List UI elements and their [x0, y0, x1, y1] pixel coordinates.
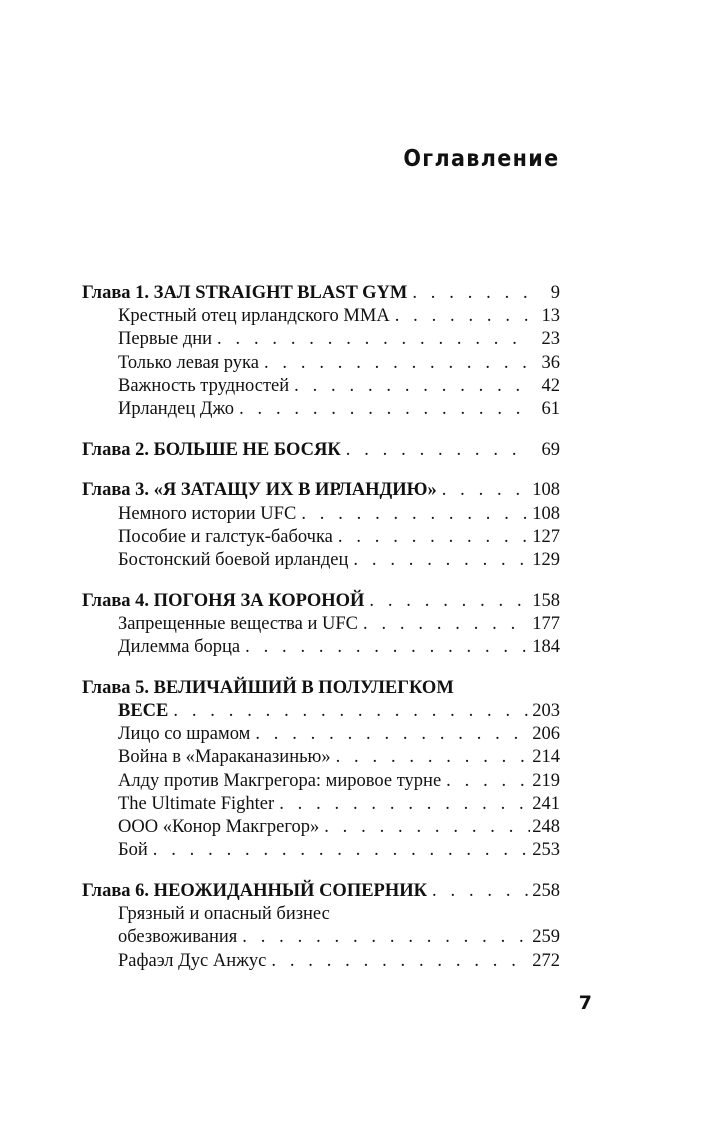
toc-entry[interactable] [82, 636, 560, 659]
dot-leader [348, 549, 530, 572]
chapter-4 [82, 590, 560, 660]
toc-entry[interactable] [82, 700, 560, 723]
chapter-title-continued: ВЕСЕ [118, 701, 169, 722]
dot-leader [250, 723, 530, 746]
page-ref: 248 [532, 817, 560, 838]
toc-entry[interactable] [82, 282, 560, 305]
page-ref: 108 [532, 503, 560, 524]
section-title: Лицо со шрамом [118, 724, 251, 745]
page-ref: 36 [541, 352, 560, 373]
page-ref: 127 [532, 526, 560, 547]
toc-entry[interactable] [82, 793, 560, 816]
toc-entry[interactable] [82, 398, 560, 421]
dot-leader [237, 926, 530, 949]
dot-leader [364, 590, 530, 613]
chapter-title: Глава 6. НЕОЖИДАННЫЙ СОПЕРНИК [82, 880, 428, 901]
dot-leader [168, 700, 530, 723]
chapter-6 [82, 880, 560, 973]
toc-entry[interactable] [82, 305, 560, 328]
page-ref: 158 [532, 590, 560, 611]
section-title: Крестный отец ирландского ММА [118, 306, 390, 327]
chapter-2 [82, 439, 560, 462]
toc-entry[interactable] [82, 770, 560, 793]
section-title: Пособие и галстук-бабочка [118, 526, 333, 547]
page-ref: 23 [541, 329, 560, 350]
section-title: Только левая рука [118, 352, 259, 373]
section-title: Бой [118, 840, 148, 861]
dot-leader [274, 793, 530, 816]
page-ref: 259 [532, 927, 560, 948]
page-ref: 42 [541, 375, 560, 396]
section-title: Алду против Макгрегора: мировое турне [118, 770, 442, 791]
dot-leader [234, 398, 530, 421]
chapter-title: Глава 4. ПОГОНЯ ЗА КОРОНОЙ [82, 590, 365, 611]
section-title: Рафаэл Дус Анжус [118, 950, 267, 971]
section-title: Бостонский боевой ирландец [118, 550, 349, 571]
section-title: Запрещенные вещества и UFC [118, 613, 359, 634]
section-title: Ирландец Джо [118, 399, 235, 420]
chapter-title: Глава 1. ЗАЛ STRAIGHT BLAST GYM [82, 283, 408, 303]
page-title: Оглавление [403, 146, 560, 172]
chapter-1 [82, 282, 560, 421]
toc-entry[interactable] [82, 723, 560, 746]
page-ref: 206 [532, 724, 560, 745]
dot-leader [289, 375, 530, 398]
chapter-3 [82, 479, 560, 572]
toc-entry[interactable] [82, 479, 560, 502]
chapter-title[interactable]: Глава 5. ВЕЛИЧАЙШИЙ В ПОЛУЛЕГКОМ [82, 677, 454, 698]
dot-leader [333, 526, 530, 549]
section-title[interactable]: Грязный и опасный бизнес [118, 904, 330, 925]
page-ref: 177 [532, 613, 560, 634]
section-title: The Ultimate Fighter [118, 793, 275, 814]
dot-leader [427, 880, 530, 903]
section-title-continued: обезвоживания [118, 927, 238, 948]
page-ref: 258 [532, 880, 560, 901]
page-ref: 13 [541, 306, 560, 327]
section-title: Дилемма борца [118, 637, 241, 658]
section-title: ООО «Конор Макгрегор» [118, 817, 320, 838]
page-ref: 253 [532, 840, 560, 861]
dot-leader [240, 636, 530, 659]
dot-leader [341, 439, 530, 462]
page-ref: 108 [532, 480, 560, 501]
page-ref: 9 [550, 283, 560, 303]
toc-entry[interactable] [82, 816, 560, 839]
section-title: Первые дни [118, 329, 213, 350]
toc-entry[interactable] [82, 549, 560, 572]
toc-entry[interactable] [82, 526, 560, 549]
section-title: Война в «Мараканазинью» [118, 747, 331, 768]
table-of-contents [82, 282, 560, 990]
dot-leader [407, 282, 530, 305]
dot-leader [148, 839, 530, 862]
page-ref: 203 [532, 701, 560, 722]
page-number: 7 [578, 992, 592, 1014]
toc-entry[interactable] [82, 839, 560, 862]
chapter-title: Глава 2. БОЛЬШЕ НЕ БОСЯК [82, 439, 341, 460]
dot-leader [266, 950, 530, 973]
dot-leader [441, 770, 530, 793]
dot-leader [437, 479, 530, 502]
page-ref: 219 [532, 770, 560, 791]
toc-entry[interactable] [82, 613, 560, 636]
page-ref: 129 [532, 550, 560, 571]
page-ref: 214 [532, 747, 560, 768]
dot-leader [319, 816, 530, 839]
toc-entry[interactable] [82, 746, 560, 769]
section-title: Важность трудностей [118, 375, 290, 396]
dot-leader [331, 746, 530, 769]
dot-leader [296, 503, 530, 526]
page-ref: 184 [532, 637, 560, 658]
toc-entry[interactable] [82, 880, 560, 903]
dot-leader [390, 305, 530, 328]
toc-entry[interactable] [82, 375, 560, 398]
toc-entry[interactable] [82, 950, 560, 973]
section-title: Немного истории UFC [118, 503, 297, 524]
toc-entry[interactable] [82, 328, 560, 351]
page-ref: 61 [541, 399, 560, 420]
toc-entry[interactable] [82, 439, 560, 462]
dot-leader [259, 352, 530, 375]
toc-entry[interactable] [82, 352, 560, 375]
dot-leader [212, 328, 530, 351]
toc-entry[interactable] [82, 503, 560, 526]
page-ref: 241 [532, 793, 560, 814]
toc-entry[interactable] [82, 590, 560, 613]
chapter-5 [82, 677, 560, 863]
page-ref: 272 [532, 950, 560, 971]
page-ref: 69 [541, 439, 560, 460]
dot-leader [358, 613, 530, 636]
chapter-title: Глава 3. «Я ЗАТАЩУ ИХ В ИРЛАНДИЮ» [82, 480, 437, 501]
toc-entry[interactable] [82, 926, 560, 949]
